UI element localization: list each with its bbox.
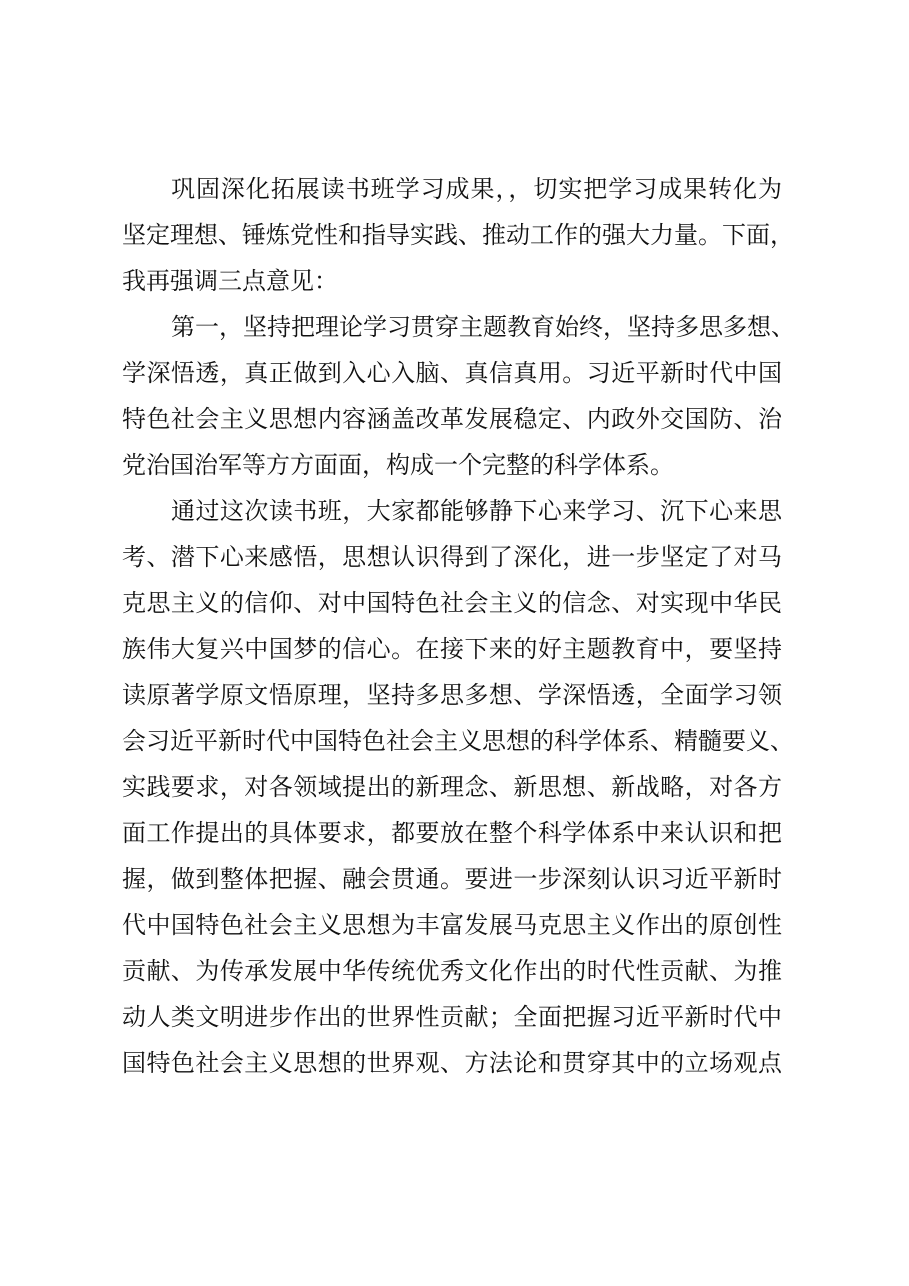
text-line: 读原著学原文悟原理，坚持多思多想、学深悟透，全面学习领: [122, 681, 782, 709]
text-line: 通过这次读书班，大家都能够静下心来学习、沉下心来思: [171, 497, 782, 525]
text-line: 第一，坚持把理论学习贯穿主题教育始终，坚持多思多想、: [171, 313, 795, 341]
body-text: [122, 166, 795, 1086]
text-line: 特色社会主义思想内容涵盖改革发展稳定、内政外交国防、治: [122, 405, 782, 433]
text-line: 面工作提出的具体要求，都要放在整个科学体系中来认识和把: [122, 819, 782, 847]
text-line: 会习近平新时代中国特色社会主义思想的科学体系、精髓要义、: [122, 727, 794, 755]
paragraph-1: [122, 166, 794, 304]
text-line: 代中国特色社会主义思想为丰富发展马克思主义作出的原创性: [122, 911, 782, 939]
paragraph-2: [122, 304, 795, 488]
paragraph-3: [122, 488, 794, 1086]
text-line: 坚定理想、锤炼党性和指导实践、推动工作的强大力量。下面，: [122, 221, 794, 249]
text-line: 国特色社会主义思想的世界观、方法论和贯穿其中的立场观点: [122, 1049, 782, 1077]
text-line: 握，做到整体把握、融会贯通。要进一步深刻认识习近平新时: [122, 865, 782, 893]
text-line: 我再强调三点意见：: [122, 267, 338, 295]
text-line: 考、潜下心来感悟，思想认识得到了深化，进一步坚定了对马: [122, 543, 782, 571]
text-line: 族伟大复兴中国梦的信心。在接下来的好主题教育中，要坚持: [122, 635, 782, 663]
text-line: 实践要求，对各领域提出的新理念、新思想、新战略，对各方: [122, 773, 782, 801]
text-line: 党治国治军等方方面面，构成一个完整的科学体系。: [122, 451, 674, 479]
text-line: 学深悟透，真正做到入心入脑、真信真用。习近平新时代中国: [122, 359, 782, 387]
text-line: 贡献、为传承发展中华传统优秀文化作出的时代性贡献、为推: [122, 957, 782, 985]
text-line: 动人类文明进步作出的世界性贡献；全面把握习近平新时代中: [122, 1003, 782, 1031]
text-line: 巩固深化拓展读书班学习成果，，切实把学习成果转化为: [171, 175, 782, 203]
text-line: 克思主义的信仰、对中国特色社会主义的信念、对实现中华民: [122, 589, 782, 617]
